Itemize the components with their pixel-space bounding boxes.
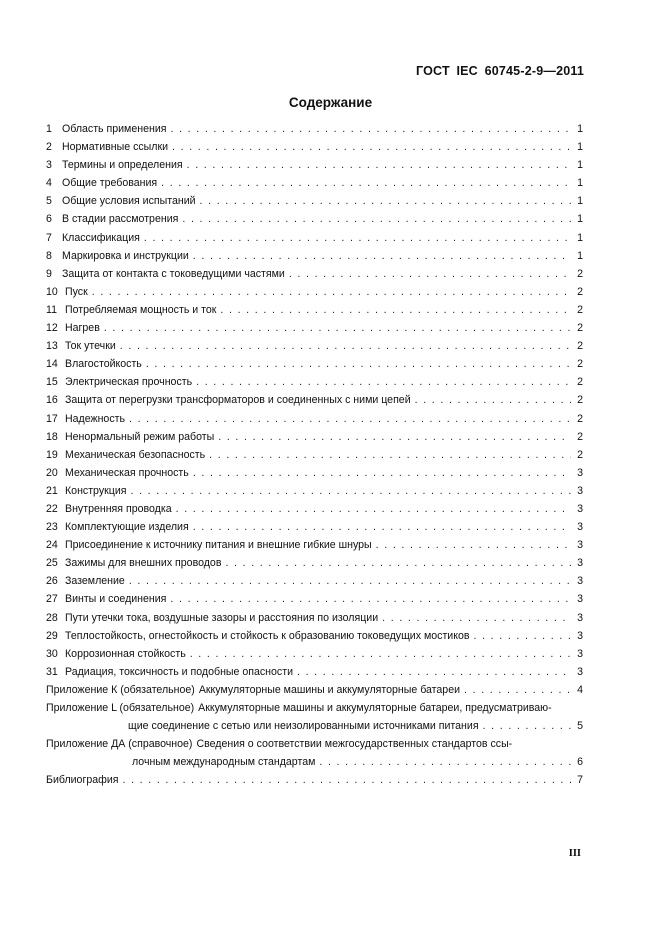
toc-entry-page: 1: [577, 123, 583, 135]
leader-dots: [473, 627, 571, 645]
toc-entry-number: 17: [46, 412, 58, 425]
leader-dots: [193, 464, 571, 482]
toc-entry-number: 6: [46, 213, 52, 226]
toc-entry-number: 31: [46, 665, 58, 678]
leader-dots: [187, 156, 571, 174]
toc-entry-title: Пуск: [65, 285, 88, 298]
toc-entry: [46, 265, 583, 283]
appendix-title-line2: лочным международным стандартам: [132, 756, 316, 769]
toc-entry-page: 2: [577, 394, 583, 407]
toc-entry-page: 3: [577, 502, 583, 515]
toc-entry-number: 2: [46, 141, 52, 154]
toc-entry: [46, 337, 583, 355]
appendix-title-line2: щие соединение с сетью или неизолированными источниками питания: [128, 720, 479, 733]
toc-entry-number: 29: [46, 629, 58, 642]
toc-entry-number: 7: [46, 231, 52, 244]
toc-entry-page: 3: [577, 593, 583, 606]
toc-entry-title: Конструкция: [65, 484, 127, 497]
toc-entry-page: 3: [577, 647, 583, 660]
toc-entry: [46, 536, 583, 554]
toc-entry-number: 9: [46, 267, 52, 280]
toc-entry: [46, 229, 583, 247]
toc-entry-title: Нормативные ссылки: [62, 141, 169, 154]
appendix-heading: Приложение ДА (справочное): [46, 738, 193, 751]
toc-entry-title: Заземление: [65, 575, 125, 588]
toc-entry-number: 27: [46, 593, 58, 606]
toc-entry: [46, 355, 583, 373]
toc-entry-page: 3: [577, 665, 583, 678]
page-title: Содержание: [288, 95, 373, 110]
toc-entry-title: Внутренняя проводка: [65, 502, 172, 515]
leader-dots: [196, 373, 571, 391]
toc-entry: [46, 572, 583, 590]
toc-entry-title: Теплостойкость, огнестойкость и стойкость к образованию токоведущих мостиков: [65, 629, 470, 642]
toc-entry-title: Надежность: [65, 412, 125, 425]
toc-entry: [46, 319, 583, 337]
toc-entry-title: Механическая прочность: [65, 466, 189, 479]
toc-entry-title: Механическая безопасность: [65, 448, 206, 461]
leader-dots: [319, 753, 571, 771]
toc-entry-page: 3: [577, 521, 583, 534]
toc-entry-title: Классификация: [62, 231, 140, 244]
toc-entry-page: 2: [577, 376, 583, 389]
toc-entry-number: 11: [46, 303, 57, 316]
leader-dots: [483, 717, 571, 735]
toc-entry-number: 28: [46, 611, 58, 624]
leader-dots: [129, 572, 571, 590]
appendix-title-line1: Аккумуляторные машины и аккумуляторные батареи: [198, 683, 461, 696]
toc-entry-page: 1: [577, 141, 583, 154]
toc-entry-page: 2: [577, 430, 583, 443]
toc-entry: [46, 627, 583, 645]
toc-entry: [46, 410, 583, 428]
toc-entry: [46, 590, 583, 608]
toc-entry-number: 10: [46, 285, 58, 298]
toc-entry-page: 1: [577, 213, 583, 226]
toc-entry: [46, 192, 583, 210]
leader-dots: [193, 247, 571, 265]
toc-entry: [46, 247, 583, 265]
toc-entry-number: 24: [46, 539, 58, 552]
toc-entry-number: 30: [46, 647, 58, 660]
toc-entry: [46, 518, 583, 536]
toc-entry-number: 4: [46, 177, 52, 190]
toc-entry-number: 16: [46, 394, 58, 407]
leader-dots: [161, 174, 571, 192]
toc-entry-page: 2: [577, 340, 583, 353]
leader-dots: [220, 301, 571, 319]
toc-entry-title: Защита от контакта с токоведущими частями: [62, 267, 285, 280]
leader-dots: [464, 681, 571, 699]
toc-entry-number: 23: [46, 521, 58, 534]
toc-entry-number: 12: [46, 322, 58, 335]
toc-entry-number: 8: [46, 249, 52, 262]
toc-entry-page: 1: [577, 195, 583, 208]
toc-entry-title: Радиация, токсичность и подобные опасности: [65, 665, 293, 678]
toc-entry-number: 13: [46, 340, 58, 353]
toc-entry-page: 1: [577, 159, 583, 172]
toc-entry-number: 5: [46, 195, 52, 208]
toc-entry: [46, 138, 583, 156]
toc-entry-number: 18: [46, 430, 58, 443]
toc-entry-page: 2: [577, 303, 583, 316]
toc-entry-title: Коррозионная стойкость: [65, 647, 186, 660]
toc-entry: [46, 663, 583, 681]
toc-entry-page: 1: [577, 231, 583, 244]
toc-bibliography-entry: [46, 771, 583, 789]
page-number: III: [568, 848, 581, 859]
leader-dots: [182, 210, 571, 228]
document-code: ГОСТ IEC 60745-2-9—2011: [416, 64, 584, 78]
leader-dots: [376, 536, 571, 554]
toc-entry-number: 14: [46, 358, 58, 371]
toc-entry-title: Комплектующие изделия: [65, 521, 189, 534]
toc-appendix-entry: [46, 681, 583, 699]
appendix-heading: Приложение L (обязательное): [46, 702, 195, 714]
leader-dots: [190, 645, 571, 663]
bibliography-title: Библиография: [46, 774, 119, 787]
leader-dots: [104, 319, 571, 337]
toc-entry-number: 19: [46, 448, 58, 461]
toc-entry: [46, 156, 583, 174]
toc-entry-number: 15: [46, 376, 58, 389]
toc-entry-title: В стадии рассмотрения: [62, 213, 179, 226]
toc-entry-page: 2: [577, 322, 583, 335]
toc-entry: [46, 391, 583, 409]
leader-dots: [144, 229, 571, 247]
toc-entry: [46, 554, 583, 572]
toc-entry-title: Ток утечки: [65, 340, 116, 353]
toc-entry-title: Общие требования: [62, 177, 158, 190]
toc-entry: [46, 464, 583, 482]
toc-entry-page: 2: [577, 448, 583, 461]
leader-dots: [170, 590, 571, 608]
toc-entry-page: 3: [577, 484, 583, 497]
toc-entry-title: Присоединение к источнику питания и внешние гибкие шнуры: [65, 539, 372, 552]
leader-dots: [172, 138, 571, 156]
toc-entry-page: 3: [577, 466, 583, 479]
toc-entry-title: Маркировка и инструкции: [62, 249, 189, 262]
toc-entry-title: Влагостойкость: [65, 358, 142, 371]
toc-entry-number: 22: [46, 502, 58, 515]
leader-dots: [92, 283, 571, 301]
appendix-title-line1: Сведения о соответствии межгосударственных стандартов ссы-: [196, 738, 513, 751]
toc-entry-page: 3: [577, 629, 583, 642]
toc-entry-page: 2: [577, 412, 583, 425]
toc-entry-title: Пути утечки тока, воздушные зазоры и расстояния по изоляции: [65, 611, 379, 624]
leader-dots: [129, 410, 571, 428]
leader-dots: [122, 771, 571, 789]
toc-entry: [46, 301, 583, 319]
toc-entry-title: Зажимы для внешних проводов: [65, 557, 222, 570]
toc-entry: [46, 609, 583, 627]
toc-entry: [46, 174, 583, 192]
toc-entry-page: 2: [577, 358, 583, 371]
toc-entry: [46, 120, 583, 138]
leader-dots: [193, 518, 571, 536]
toc-entry-number: 25: [46, 557, 58, 570]
leader-dots: [131, 482, 572, 500]
toc-entry: [46, 482, 583, 500]
leader-dots: [297, 663, 571, 681]
toc-entry: [46, 645, 583, 663]
toc-entry-page: 4: [577, 683, 583, 696]
toc-entry-title: Термины и определения: [62, 159, 183, 172]
toc-entry-page: 7: [577, 774, 583, 787]
toc-entry-page: 2: [577, 267, 583, 280]
toc-entry-title: Винты и соединения: [65, 593, 167, 606]
toc-entry: [46, 283, 583, 301]
toc-entry-page: 3: [577, 611, 583, 624]
toc-entry-number: 21: [46, 484, 58, 497]
toc-entry: [46, 428, 583, 446]
toc-entry-page: 3: [577, 575, 583, 588]
toc-entry-number: 1: [46, 123, 52, 135]
leader-dots: [120, 337, 571, 355]
leader-dots: [415, 391, 571, 409]
toc-entry-title: Электрическая прочность: [65, 376, 193, 389]
toc-entry-number: 3: [46, 159, 52, 172]
leader-dots: [146, 355, 571, 373]
toc-entry: [46, 373, 583, 391]
toc-entry-title: Ненормальный режим работы: [65, 430, 215, 443]
toc-entry-title: Область применения: [62, 123, 167, 135]
leader-dots: [200, 192, 571, 210]
toc-entry-page: 6: [577, 756, 583, 769]
appendix-title-line1: Аккумуляторные машины и аккумуляторные батареи, предусматриваю-: [198, 702, 552, 714]
toc-entry: [46, 210, 583, 228]
toc-entry-page: 5: [577, 720, 583, 733]
toc-entry-title: Потребляемая мощность и ток: [65, 303, 217, 316]
toc-entry: [46, 446, 583, 464]
toc-entry-title: Общие условия испытаний: [62, 195, 196, 208]
toc-entry: [46, 500, 583, 518]
leader-dots: [289, 265, 571, 283]
toc-entry-number: 20: [46, 466, 58, 479]
toc-entry-page: 3: [577, 539, 583, 552]
toc-entry-title: Защита от перегрузки трансформаторов и соединенных с ними цепей: [65, 394, 411, 407]
toc-entry-number: 26: [46, 575, 58, 588]
leader-dots: [209, 446, 571, 464]
leader-dots: [170, 120, 571, 138]
leader-dots: [382, 609, 571, 627]
toc-entry-page: 1: [577, 249, 583, 262]
leader-dots: [218, 428, 571, 446]
leader-dots: [176, 500, 571, 518]
toc-appendix-entry: [46, 699, 583, 735]
appendix-heading: Приложение К (обязательное): [46, 683, 195, 696]
toc-entry-page: 1: [577, 177, 583, 190]
leader-dots: [225, 554, 571, 572]
toc-entry-page: 2: [577, 285, 583, 298]
toc-entry-title: Нагрев: [65, 322, 100, 335]
toc-entry-page: 3: [577, 557, 583, 570]
table-of-contents: [46, 120, 583, 789]
toc-appendix-entry: [46, 735, 583, 771]
